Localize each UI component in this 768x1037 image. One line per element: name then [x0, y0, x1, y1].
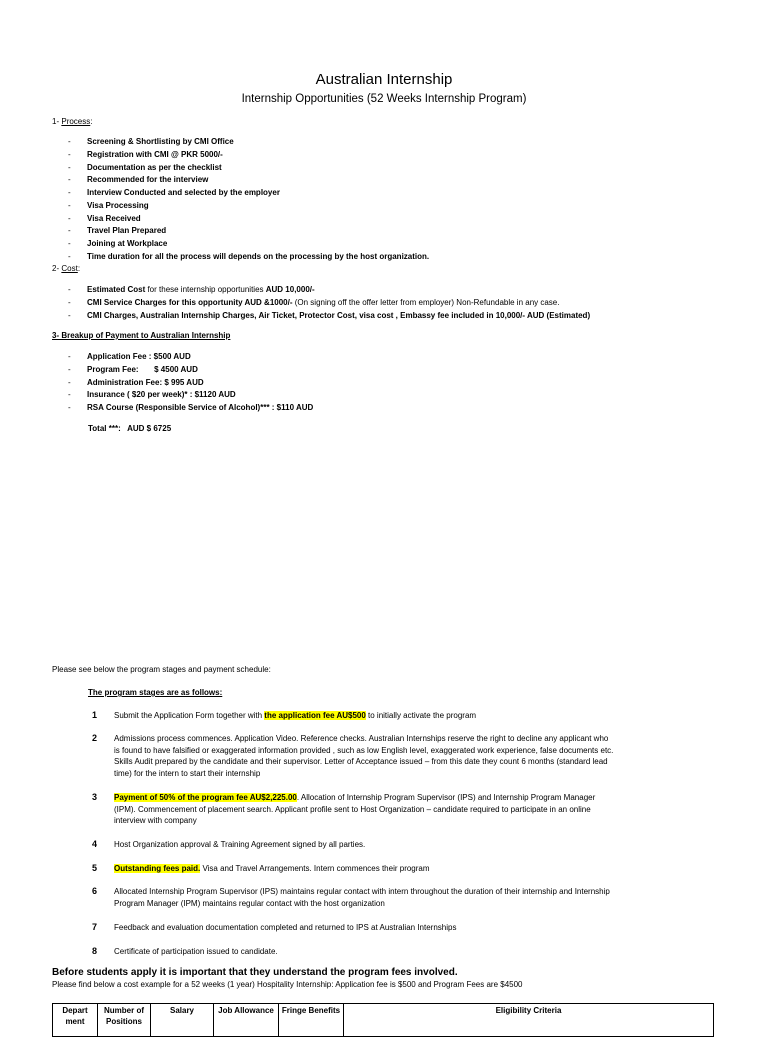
- table-header-cell: Job Allowance: [214, 1004, 279, 1037]
- stage-number: 8: [92, 946, 98, 956]
- list-item: - Visa Received: [68, 213, 141, 223]
- list-item: - Documentation as per the checklist: [68, 162, 222, 172]
- stage-number: 1: [92, 710, 98, 720]
- process-list: [68, 136, 429, 264]
- fees-table: [52, 1003, 714, 1037]
- list-item: - Administration Fee: $ 995 AUD: [68, 377, 204, 387]
- list-item: - Screening & Shortlisting by CMI Office: [68, 137, 234, 146]
- stage-text: Allocated Internship Program Supervisor (IPS) maintains regular contact with intern throughout the duration of their internship and Internship Program Manager (IPM) maintains regular contact with the host organization: [114, 887, 610, 908]
- table-header-cell: Fringe Benefits: [279, 1004, 344, 1037]
- stage-text: Host Organization approval & Training Agreement signed by all parties.: [114, 840, 366, 849]
- list-item: - CMI Charges, Australian Internship Charges, Air Ticket, Protector Cost, visa cost , Embassy fee included in 10,000/- AUD (Estimated): [68, 310, 591, 320]
- schedule-intro: Please see below the program stages and payment schedule:: [52, 665, 271, 674]
- cost-list: [68, 284, 590, 322]
- stage-text: Admissions process commences. Application Video. Reference checks. Australian Internships reserve the right to decline any applicant who is found to have falsified or exaggerated information provided , such as low English level, exaggerated work experience, false documents etc. Skills Audit prepared by the candidate and their supervisor. Letter of Acceptance issued – from this date they count 6 months (standard lead time) for the intern to start their internship: [114, 734, 614, 778]
- section-breakup-heading: 3- Breakup of Payment to Australian Internship: [52, 331, 231, 340]
- cost-example: Please find below a cost example for a 52 weeks (1 year) Hospitality Internship: Application fee is $500 and Program Fees are $4500: [52, 980, 523, 989]
- table-header-cell: Number of Positions: [98, 1004, 151, 1037]
- stage-number: 2: [92, 733, 98, 743]
- list-item: - Registration with CMI @ PKR 5000/-: [68, 149, 223, 159]
- stage-text: Certificate of participation issued to candidate.: [114, 947, 278, 956]
- document-subtitle: Internship Opportunities (52 Weeks Internship Program): [241, 93, 527, 105]
- stage-text: Feedback and evaluation documentation completed and returned to IPS at Australian Internships: [114, 923, 457, 932]
- list-item: - Time duration for all the process will depends on the processing by the host organization.: [68, 251, 430, 261]
- stages-heading: The program stages are as follows:: [88, 688, 223, 697]
- list-item: - Visa Processing: [68, 200, 149, 210]
- stage-number: 6: [92, 886, 98, 896]
- list-item: - Travel Plan Prepared: [68, 226, 167, 236]
- list-item: - Joining at Workplace: [68, 239, 168, 248]
- list-item: - RSA Course (Responsible Service of Alcohol)*** : $110 AUD: [68, 403, 314, 412]
- stage-number: 5: [92, 863, 98, 873]
- total-amount: Total ***: AUD $ 6725: [88, 424, 172, 433]
- section-cost-heading: [52, 264, 80, 273]
- list-item: - Interview Conducted and selected by the employer: [68, 188, 280, 197]
- list-item: - Insurance ( $20 per week)* : $1120 AUD: [68, 390, 236, 400]
- document-title: Australian Internship: [315, 71, 453, 88]
- table-header-row: [53, 1004, 714, 1037]
- stage-text: Submit the Application Form together with the application fee AU$500 to initially activate the program: [114, 711, 477, 720]
- table-header-cell: Salary: [151, 1004, 214, 1037]
- section-number: 1-: [52, 117, 60, 126]
- list-item: - Program Fee: $ 4500 AUD: [68, 364, 198, 374]
- stage-text: Payment of 50% of the program fee AU$2,225.00. Allocation of Internship Program Supervisor (IPS) and Internship Program Manager (IPM). Commencement of placement search. Applicant profile sent to Host Organization – candidate required to participate in an online interview with company: [114, 793, 596, 825]
- table-header-cell: Eligibility Criteria: [344, 1004, 714, 1037]
- stage-number: 7: [92, 922, 98, 932]
- list-item: - Estimated Cost for these internship opportunities AUD 10,000/-: [68, 285, 315, 294]
- stage-number: 4: [92, 839, 98, 849]
- section-colon: :: [90, 117, 93, 126]
- list-item: - Application Fee : $500 AUD: [68, 352, 191, 361]
- section-title: Process: [61, 117, 91, 126]
- fees-heading: Before students apply it is important that they understand the program fees involved.: [52, 967, 458, 978]
- section-process-heading: [52, 117, 93, 126]
- section-title: Cost: [61, 264, 78, 273]
- list-item: - Recommended for the interview: [68, 175, 209, 185]
- breakup-list: [68, 351, 313, 415]
- stage-text: Outstanding fees paid. Visa and Travel Arrangements. Intern commences their program: [114, 864, 430, 873]
- table-header-cell: Depart ment: [53, 1004, 98, 1037]
- stage-number: 3: [92, 792, 98, 802]
- section-number: 2-: [52, 264, 60, 273]
- section-colon: :: [77, 264, 81, 273]
- list-item: - CMI Service Charges for this opportunity AUD &1000/- (On signing off the offer letter from employer) Non-Refundable in any case.: [68, 297, 560, 307]
